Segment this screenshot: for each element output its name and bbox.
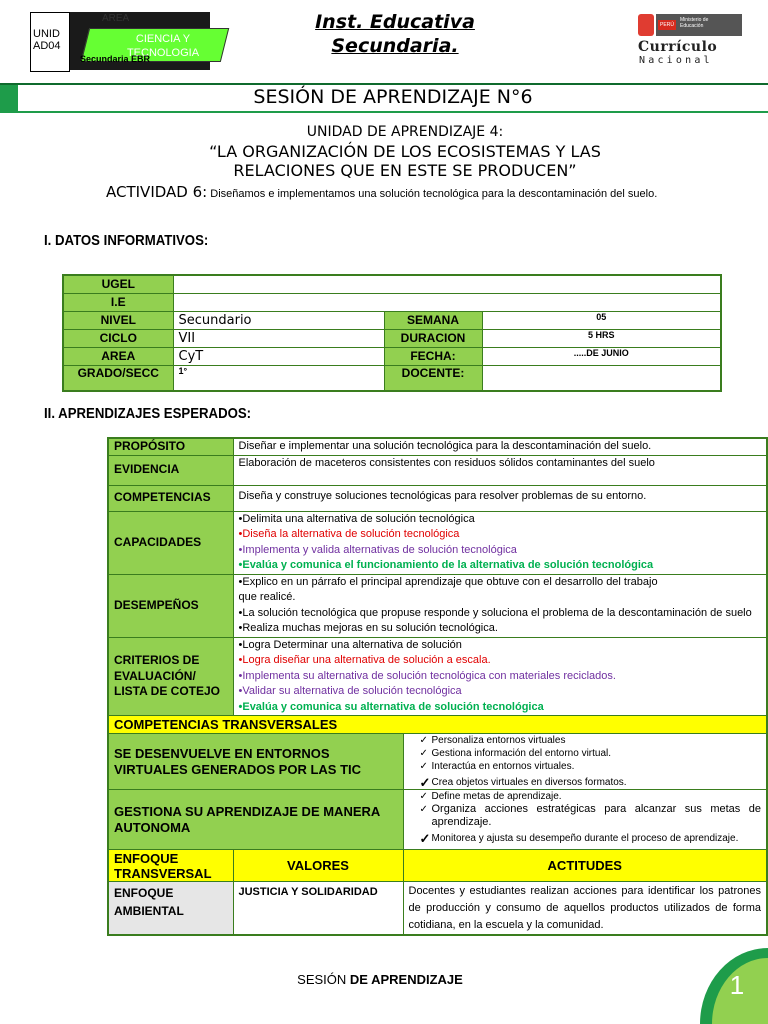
proposito-value: Diseñar e implementar una solución tecnológica para la descontaminación del suelo. (233, 438, 767, 455)
shield-icon (638, 14, 654, 36)
footer-text-bold: DE APRENDIZAJE (349, 972, 463, 987)
duracion-label: DURACION (384, 329, 482, 347)
desempeno-item: •Explico en un párrafo el principal aprendizaje que obtuve con el desarrollo del trabajo que realicé. (238, 575, 658, 603)
evidencia-value: Elaboración de maceteros consistentes con residuos sólidos contaminantes del suelo (233, 455, 767, 485)
docente-label: DOCENTE: (384, 365, 482, 391)
criterio-item: •Logra Determinar una alternativa de solución (238, 638, 462, 651)
criterio-item: •Logra diseñar una alternativa de solución a escala. (238, 654, 491, 666)
ciclo-value: VII (173, 329, 384, 347)
section-aprendizajes-heading: II. APRENDIZAJES ESPERADOS: (44, 405, 252, 422)
criterios-list (233, 637, 767, 716)
enfoque-value: ENFOQUE AMBIENTAL (108, 882, 233, 936)
ugel-label: UGEL (63, 275, 173, 293)
semana-label: SEMANA (384, 311, 482, 329)
enfoque-heading: ENFOQUE TRANSVERSAL (108, 850, 233, 882)
competencias-value: Diseña y construye soluciones tecnológicas para resolver problemas de su entorno. (233, 485, 767, 511)
semana-value: 05 (482, 311, 721, 329)
session-title: SESIÓN DE APRENDIZAJE N°6 (253, 86, 533, 108)
ugel-value (173, 275, 721, 293)
footer-text-light: SESIÓN (297, 972, 350, 987)
autonoma-item: ✓ Monitorea y ajusta su desempeño durante el proceso de aprendizaje. (420, 832, 762, 845)
tic-label: SE DESENVUELVE EN ENTORNOS VIRTUALES GENERADOS POR LAS TIC (108, 734, 403, 790)
fecha-label: FECHA: (384, 347, 482, 365)
tic-item: ✓ Personaliza entornos virtuales (420, 734, 762, 747)
tic-item: ✓ Interactúa en entornos virtuales. (420, 760, 762, 773)
area-value-cell: CyT (173, 347, 384, 365)
section-datos-heading: I. DATOS INFORMATIVOS: (44, 232, 209, 249)
area-value: CIENCIA Y TECNOLOGIA (126, 33, 200, 59)
capacidades-label: CAPACIDADES (108, 511, 233, 574)
actividad-label: ACTIVIDAD 6: (106, 183, 208, 201)
footer-label (200, 972, 560, 987)
valores-value: JUSTICIA Y SOLIDARIDAD (233, 882, 403, 936)
aprendizajes-table (107, 437, 768, 936)
institution-title: Inst. Educativa Secundaria. (315, 11, 475, 57)
criterio-item: •Validar su alternativa de solución tecnológica (238, 685, 462, 697)
unidad-name: “LA ORGANIZACIÓN DE LOS ECOSISTEMAS Y LAS RELACIONES QUE EN ESTE SE PRODUCEN” (209, 142, 601, 180)
tic-list (403, 734, 767, 790)
autonoma-label: GESTIONA SU APRENDIZAJE DE MANERA AUTONOMA (108, 790, 403, 850)
ie-value (173, 293, 721, 311)
tic-item: ✓ Gestiona información del entorno virtual. (420, 747, 762, 760)
ie-label: I.E (63, 293, 173, 311)
datos-table (62, 274, 722, 392)
ciclo-label: CICLO (63, 329, 173, 347)
nivel-label: NIVEL (63, 311, 173, 329)
logo-nacional: Nacional (639, 55, 713, 66)
competencias-label: COMPETENCIAS (108, 485, 233, 511)
valores-heading: VALORES (233, 850, 403, 882)
autonoma-list (403, 790, 767, 850)
grado-value: 1° (173, 365, 384, 391)
area-label-cell: AREA (63, 347, 173, 365)
capacidad-item: •Diseña la alternativa de solución tecnológica (238, 528, 460, 540)
ministry-name: Ministerio de Educación (680, 17, 709, 29)
docente-value (482, 365, 721, 391)
level-label: Secundaria EBR (80, 54, 151, 64)
unit-label: UNID AD04 (33, 28, 61, 52)
nivel-value: Secundario (173, 311, 384, 329)
capacidades-list (233, 511, 767, 574)
capacidad-item: •Delimita una alternativa de solución tecnológica (238, 512, 475, 525)
autonoma-item: ✓ Organiza acciones estratégicas para alcanzar sus metas de aprendizaje. (420, 803, 762, 829)
criterio-item: •Evalúa y comunica su alternativa de solución tecnológica (238, 700, 544, 713)
desempenos-list (233, 574, 767, 637)
transversales-heading: COMPETENCIAS TRANSVERSALES (108, 716, 767, 734)
logo-curriculo: Currículo (638, 39, 718, 55)
duracion-value: 5 HRS (482, 329, 721, 347)
autonoma-item: ✓ Define metas de aprendizaje. (420, 790, 762, 803)
desempeno-item: •La solución tecnológica que propuse responde y soluciona el problema de la descontaminación de suelo (238, 606, 752, 619)
desempeno-item: •Realiza muchas mejoras en su solución tecnológica. (238, 622, 498, 634)
grado-label: GRADO/SECC (63, 365, 173, 391)
actitudes-heading: ACTITUDES (403, 850, 767, 882)
actividad-text: Diseñamos e implementamos una solución tecnológica para la descontaminación del suelo. (210, 188, 658, 200)
peru-badge: PERÚ (658, 20, 676, 30)
tic-item: ✓ Crea objetos virtuales en diversos formatos. (420, 776, 762, 789)
desempenos-label: DESEMPEÑOS (108, 574, 233, 637)
area-label: AREA (102, 13, 130, 24)
criterio-item: •Implementa su alternativa de solución tecnológica con materiales reciclados. (238, 669, 616, 682)
title-underline (18, 111, 768, 113)
unidad-label: UNIDAD DE APRENDIZAJE 4: (306, 124, 504, 140)
fecha-value: .....DE JUNIO (482, 347, 721, 365)
capacidad-item: •Evalúa y comunica el funcionamiento de la alternativa de solución tecnológica (238, 559, 654, 571)
evidencia-label: EVIDENCIA (108, 455, 233, 485)
capacidad-item: •Implementa y valida alternativas de solución tecnológica (238, 543, 517, 556)
proposito-label: PROPÓSITO (108, 438, 233, 455)
actividad (106, 183, 666, 204)
criterios-label: CRITERIOS DE EVALUACIÓN/ LISTA DE COTEJO (108, 637, 233, 716)
curriculo-nacional-logo (638, 14, 742, 70)
page-number: 1 (729, 970, 745, 1000)
actitudes-value: Docentes y estudiantes realizan acciones para identificar los patrones de producción y consumo de aquellos productos utilizados de forma cotidiana, en la escuela y la comunidad. (403, 882, 767, 936)
